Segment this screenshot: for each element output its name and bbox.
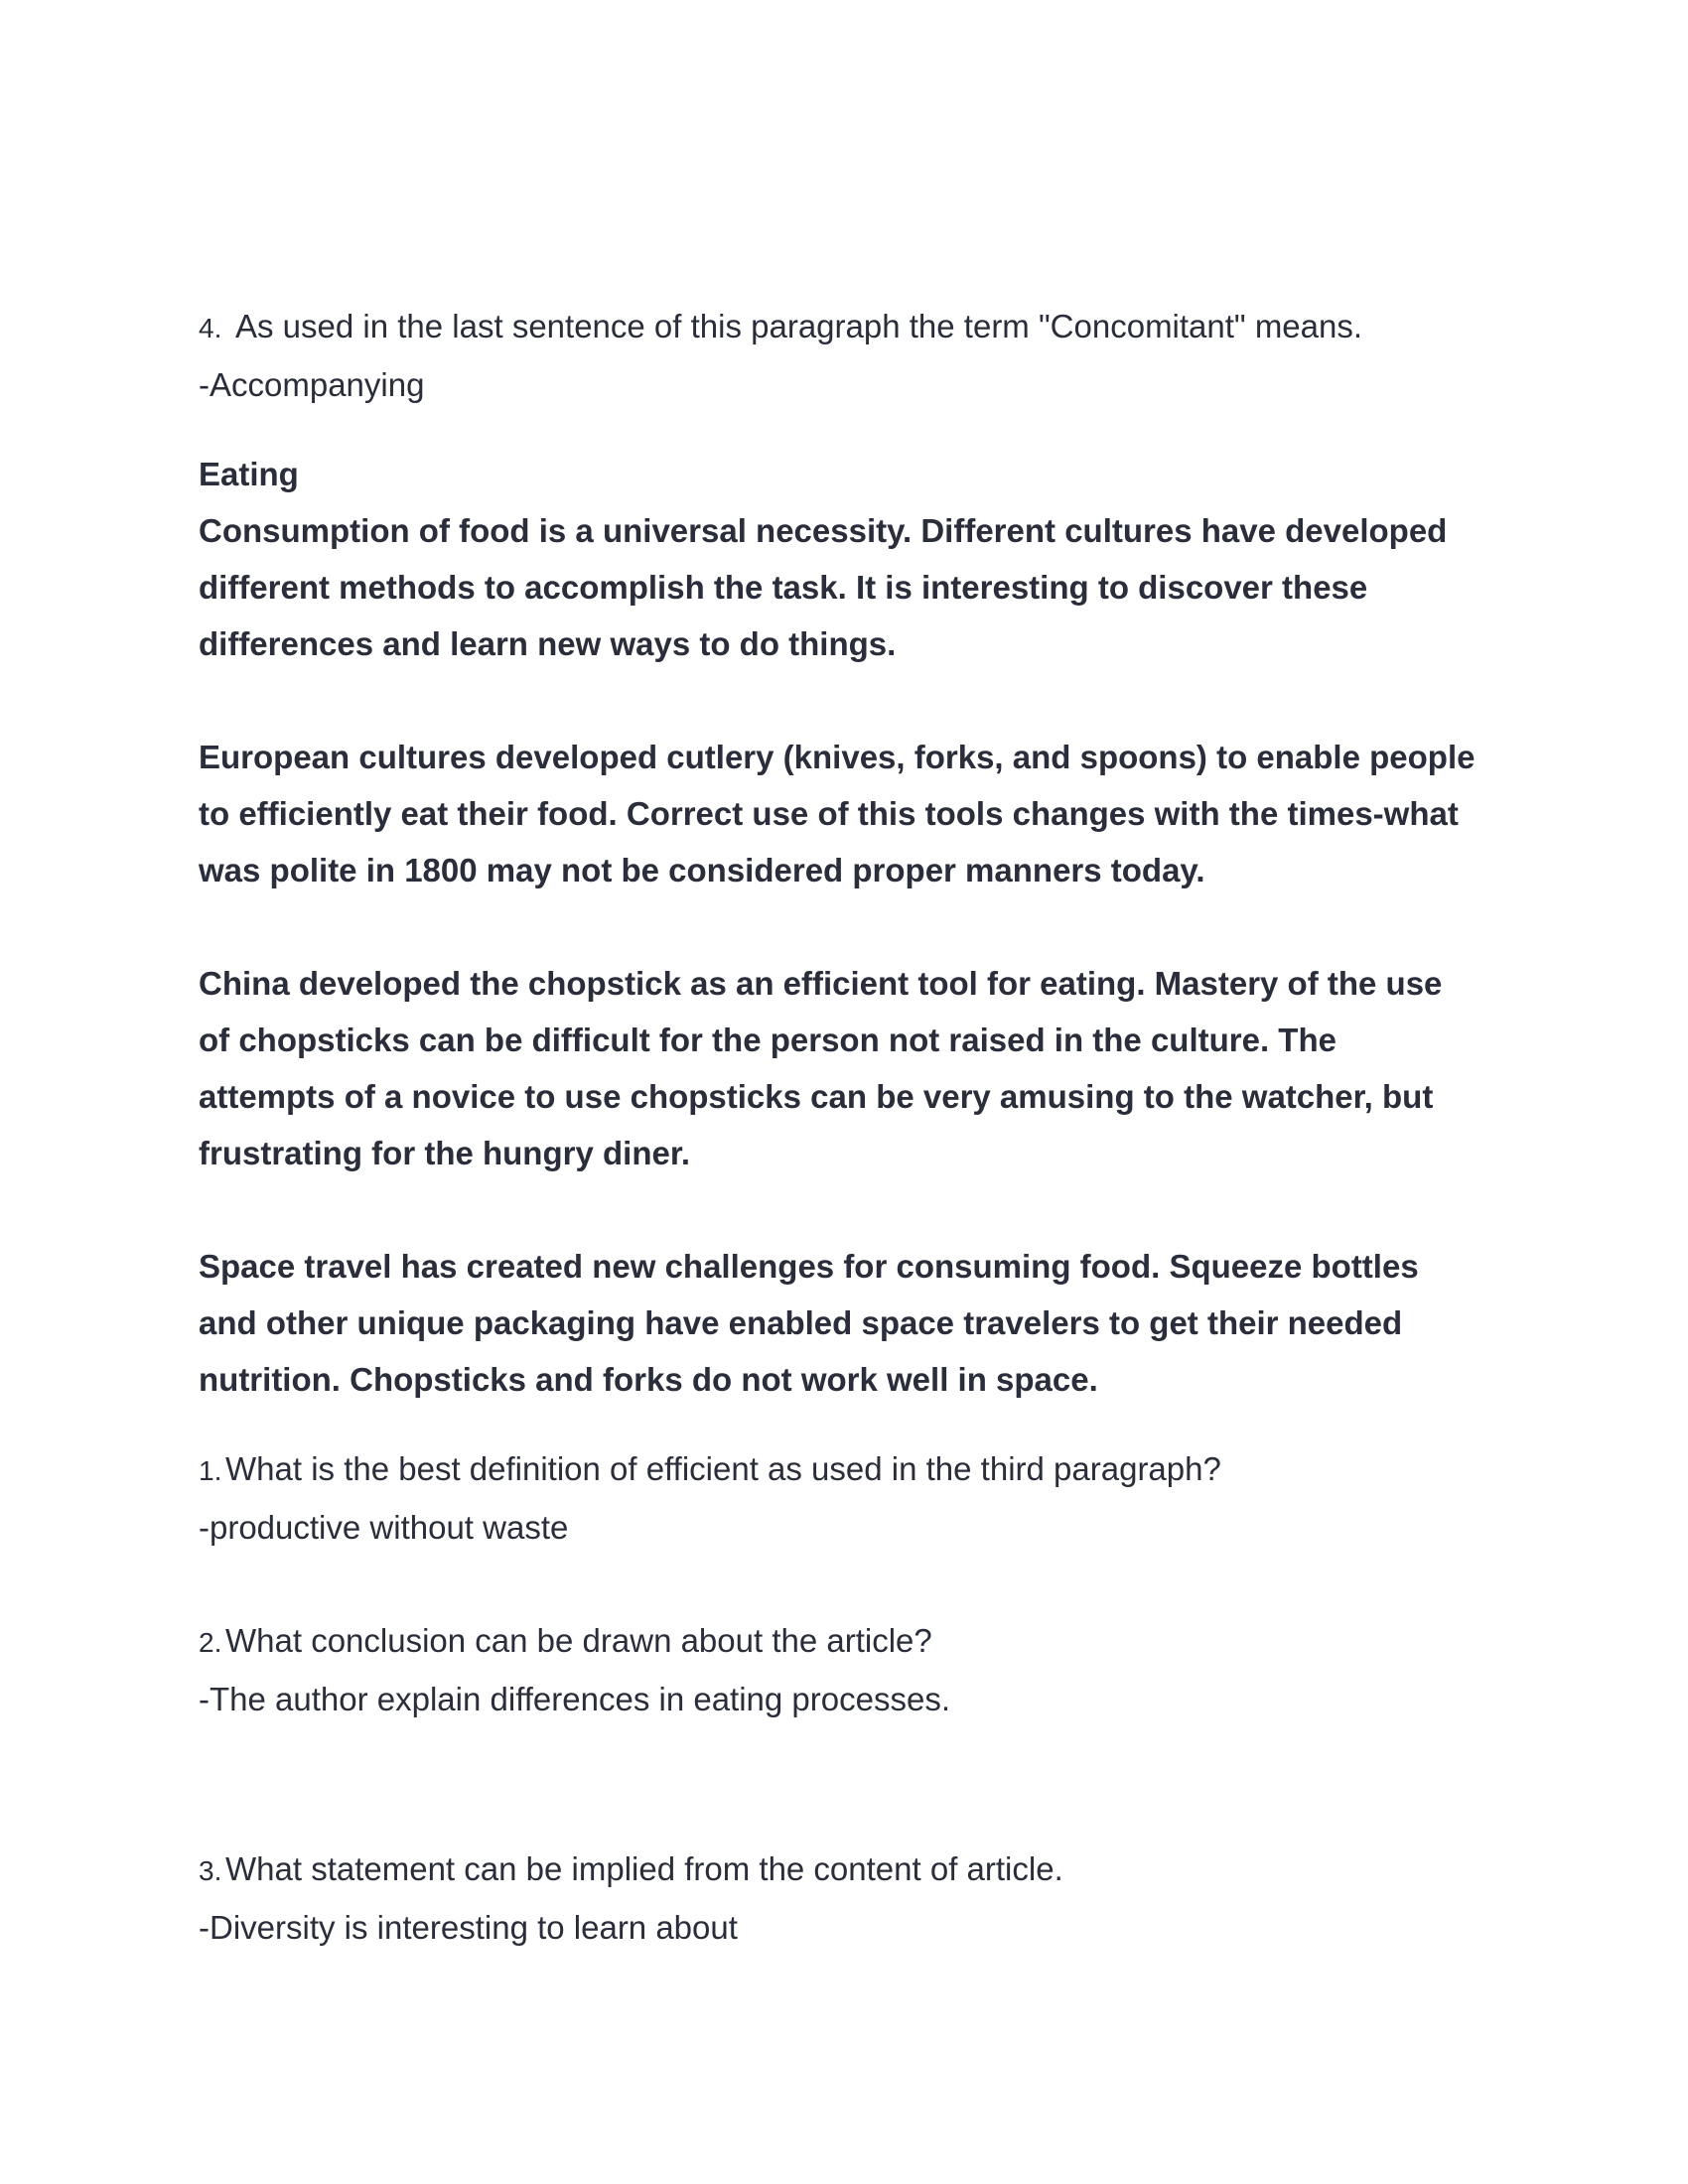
- paragraph-line: European cultures developed cutlery (knives, forks, and spoons) to enable people: [199, 739, 1476, 775]
- question-2-text: What conclusion can be drawn about the article?: [225, 1622, 932, 1659]
- article-paragraph-2: [199, 729, 1509, 898]
- article-paragraph-4: [199, 1238, 1509, 1408]
- paragraph-line: of chopsticks can be difficult for the person not raised in the culture. The: [199, 1022, 1336, 1058]
- paragraph-line: was polite in 1800 may not be considered proper manners today.: [199, 852, 1205, 888]
- question-3: [199, 1841, 1509, 1899]
- paragraph-line: differences and learn new ways to do things.: [199, 625, 897, 662]
- paragraph-line: Consumption of food is a universal necessity. Different cultures have developed: [199, 512, 1448, 549]
- article-paragraph-3: [199, 955, 1509, 1181]
- question-1: [199, 1440, 1509, 1499]
- question-2-answer: -The author explain differences in eating processes.: [199, 1681, 951, 1717]
- question-4: [199, 298, 1509, 356]
- question-3-answer: -Diversity is interesting to learn about: [199, 1909, 738, 1946]
- paragraph-line: China developed the chopstick as an efficient tool for eating. Mastery of the use: [199, 965, 1443, 1002]
- paragraph-line: Space travel has created new challenges for consuming food. Squeeze bottles: [199, 1248, 1419, 1285]
- question-1-text: What is the best definition of efficient as used in the third paragraph?: [225, 1450, 1221, 1487]
- question-1-number: 1.: [199, 1455, 222, 1486]
- question-4-text: As used in the last sentence of this paragraph the term "Concomitant" means.: [235, 308, 1363, 344]
- question-3-text: What statement can be implied from the content of article.: [225, 1850, 1063, 1887]
- paragraph-line: frustrating for the hungry diner.: [199, 1135, 691, 1171]
- question-2: [199, 1612, 1509, 1671]
- paragraph-line: to efficiently eat their food. Correct use of this tools changes with the times-what: [199, 795, 1459, 832]
- paragraph-line: different methods to accomplish the task. It is interesting to discover these: [199, 569, 1368, 606]
- article-title: Eating: [199, 456, 299, 492]
- paragraph-line: and other unique packaging have enabled space travelers to get their needed: [199, 1304, 1403, 1341]
- question-1-answer: -productive without waste: [199, 1509, 569, 1546]
- question-3-number: 3.: [199, 1855, 222, 1886]
- question-4-number: 4.: [199, 313, 222, 343]
- article-paragraph-1: [199, 502, 1509, 672]
- paragraph-line: nutrition. Chopsticks and forks do not work well in space.: [199, 1361, 1098, 1398]
- paragraph-line: attempts of a novice to use chopsticks can be very amusing to the watcher, but: [199, 1078, 1434, 1115]
- question-2-number: 2.: [199, 1627, 222, 1658]
- question-4-answer: -Accompanying: [199, 366, 425, 403]
- document-page: [199, 298, 1509, 1956]
